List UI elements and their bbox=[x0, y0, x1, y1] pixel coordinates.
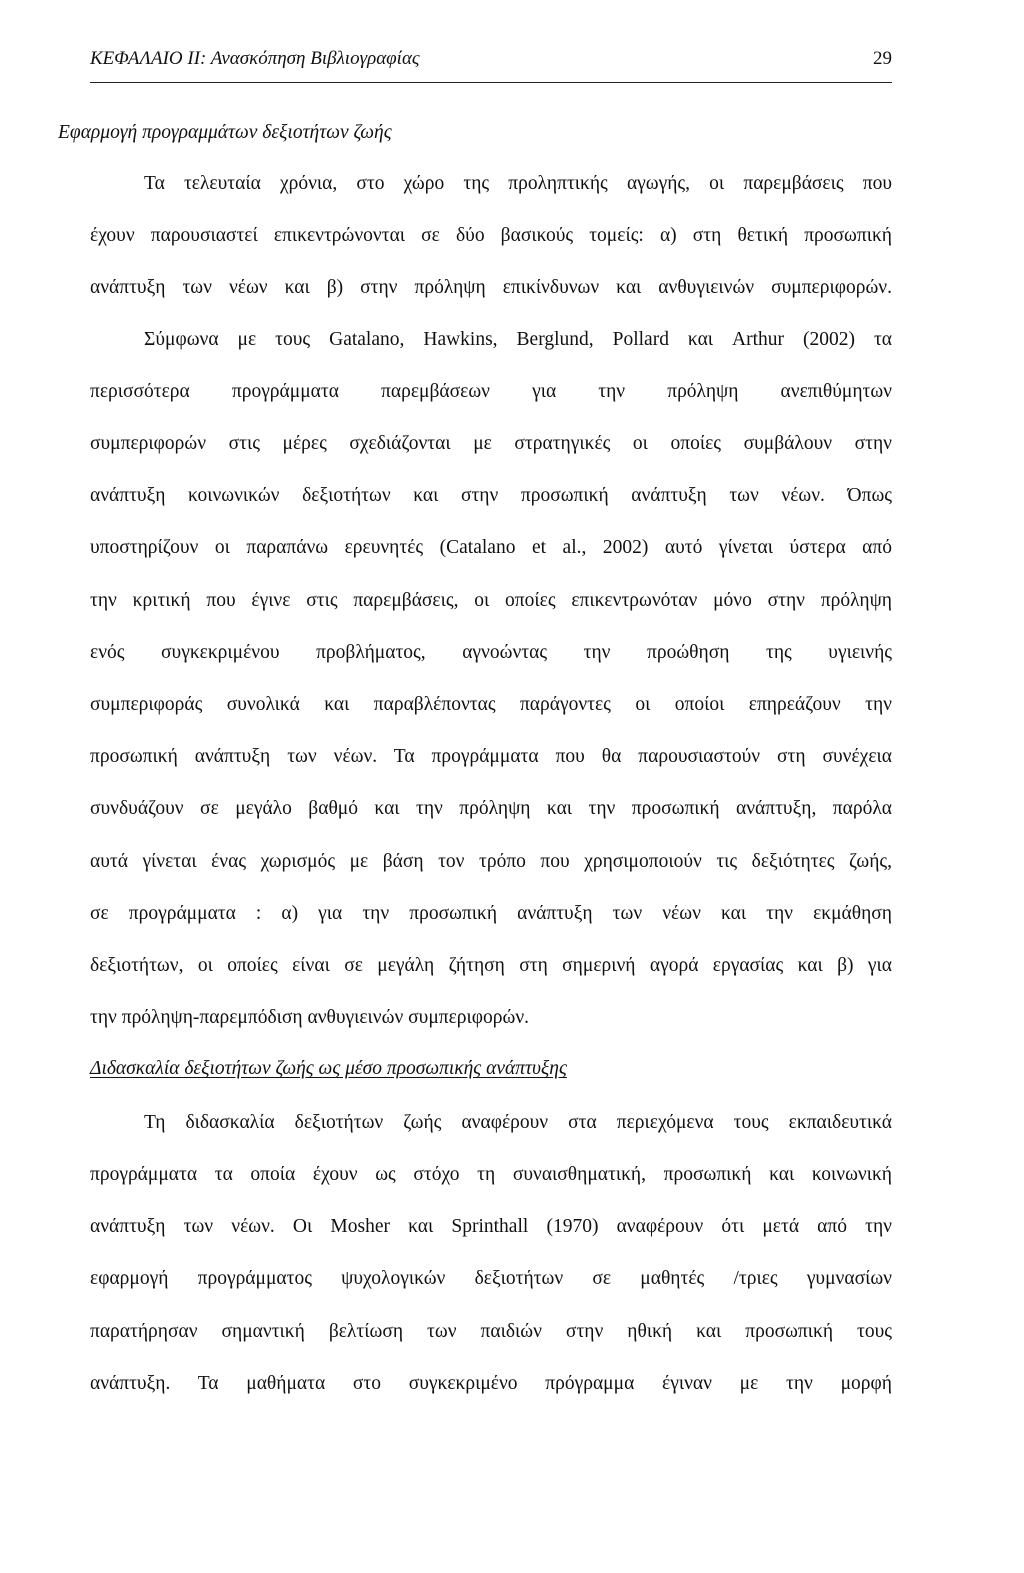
paragraph-line: ανάπτυξη των νέων. Οι Mosher και Sprinthall (1970) αναφέρουν ότι μετά από την bbox=[90, 1216, 892, 1237]
paragraph-line: συμπεριφοράς συνολικά και παραβλέποντας παράγοντες οι οποίοι επηρεάζουν την bbox=[90, 694, 892, 715]
chapter-title: ΚΕΦΑΛΑΙΟ ΙΙ: Ανασκόπηση Βιβλιογραφίας bbox=[90, 48, 420, 69]
paragraph-line: παρατήρησαν σημαντική βελτίωση των παιδιών στην ηθική και προσωπική τους bbox=[90, 1321, 892, 1342]
paragraph-line: εφαρμογή προγράμματος ψυχολογικών δεξιοτήτων σε μαθητές /τριες γυμνασίων bbox=[90, 1268, 892, 1289]
paragraph-line: ανάπτυξη των νέων και β) στην πρόληψη επικίνδυνων και ανθυγιεινών συμπεριφορών. bbox=[90, 277, 892, 298]
paragraph-line: δεξιοτήτων, οι οποίες είναι σε μεγάλη ζήτηση στη σημερινή αγορά εργασίας και β) για bbox=[90, 955, 892, 976]
paragraph-line: αυτά γίνεται ένας χωρισμός με βάση τον τρόπο που χρησιμοποιούν τις δεξιότητες ζωής, bbox=[90, 851, 892, 872]
paragraph-line: την κριτική που έγινε στις παρεμβάσεις, οι οποίες επικεντρωνόταν μόνο στην πρόληψη bbox=[90, 590, 892, 611]
section-heading-life-skills-programs: Εφαρμογή προγραμμάτων δεξιοτήτων ζωής bbox=[58, 122, 392, 143]
paragraph-line: περισσότερα προγράμματα παρεμβάσεων για την πρόληψη ανεπιθύμητων bbox=[90, 381, 892, 402]
paragraph-line: την πρόληψη-παρεμπόδιση ανθυγιεινών συμπεριφορών. bbox=[90, 1007, 530, 1028]
paragraph-line: προσωπική ανάπτυξη των νέων. Τα προγράμματα που θα παρουσιαστούν στη συνέχεια bbox=[90, 746, 892, 767]
page-header bbox=[90, 48, 892, 70]
page-number: 29 bbox=[873, 48, 892, 69]
section-heading-life-skills-teaching: Διδασκαλία δεξιοτήτων ζωής ως μέσο προσωπικής ανάπτυξης bbox=[90, 1058, 567, 1079]
paragraph-line: συνδυάζουν σε μεγάλο βαθμό και την πρόληψη και την προσωπική ανάπτυξη, παρόλα bbox=[90, 798, 892, 819]
paragraph-line: Τη διδασκαλία δεξιοτήτων ζωής αναφέρουν στα περιεχόμενα τους εκπαιδευτικά bbox=[144, 1112, 892, 1133]
paragraph-line: προγράμματα τα οποία έχουν ως στόχο τη συναισθηματική, προσωπική και κοινωνική bbox=[90, 1164, 892, 1185]
paragraph-line: ενός συγκεκριμένου προβλήματος, αγνοώντας την προώθηση της υγιεινής bbox=[90, 642, 892, 663]
paragraph-line: υποστηρίζουν οι παραπάνω ερευνητές (Catalano et al., 2002) αυτό γίνεται ύστερα από bbox=[90, 537, 892, 558]
paragraph-line: ανάπτυξη κοινωνικών δεξιοτήτων και στην προσωπική ανάπτυξη των νέων. Όπως bbox=[90, 485, 892, 506]
paragraph-line: σε προγράμματα : α) για την προσωπική ανάπτυξη των νέων και την εκμάθηση bbox=[90, 903, 892, 924]
paragraph-line: ανάπτυξη. Τα μαθήματα στο συγκεκριμένο πρόγραμμα έγιναν με την μορφή bbox=[90, 1373, 892, 1394]
header-divider bbox=[90, 82, 892, 83]
paragraph-line: έχουν παρουσιαστεί επικεντρώνονται σε δύο βασικούς τομείς: α) στη θετική προσωπική bbox=[90, 225, 892, 246]
paragraph-line: Τα τελευταία χρόνια, στο χώρο της προληπτικής αγωγής, οι παρεμβάσεις που bbox=[144, 173, 892, 194]
paragraph-line: συμπεριφορών στις μέρες σχεδιάζονται με στρατηγικές οι οποίες συμβάλουν στην bbox=[90, 433, 892, 454]
paragraph-line: Σύμφωνα με τους Gatalano, Hawkins, Berglund, Pollard και Arthur (2002) τα bbox=[144, 329, 892, 350]
